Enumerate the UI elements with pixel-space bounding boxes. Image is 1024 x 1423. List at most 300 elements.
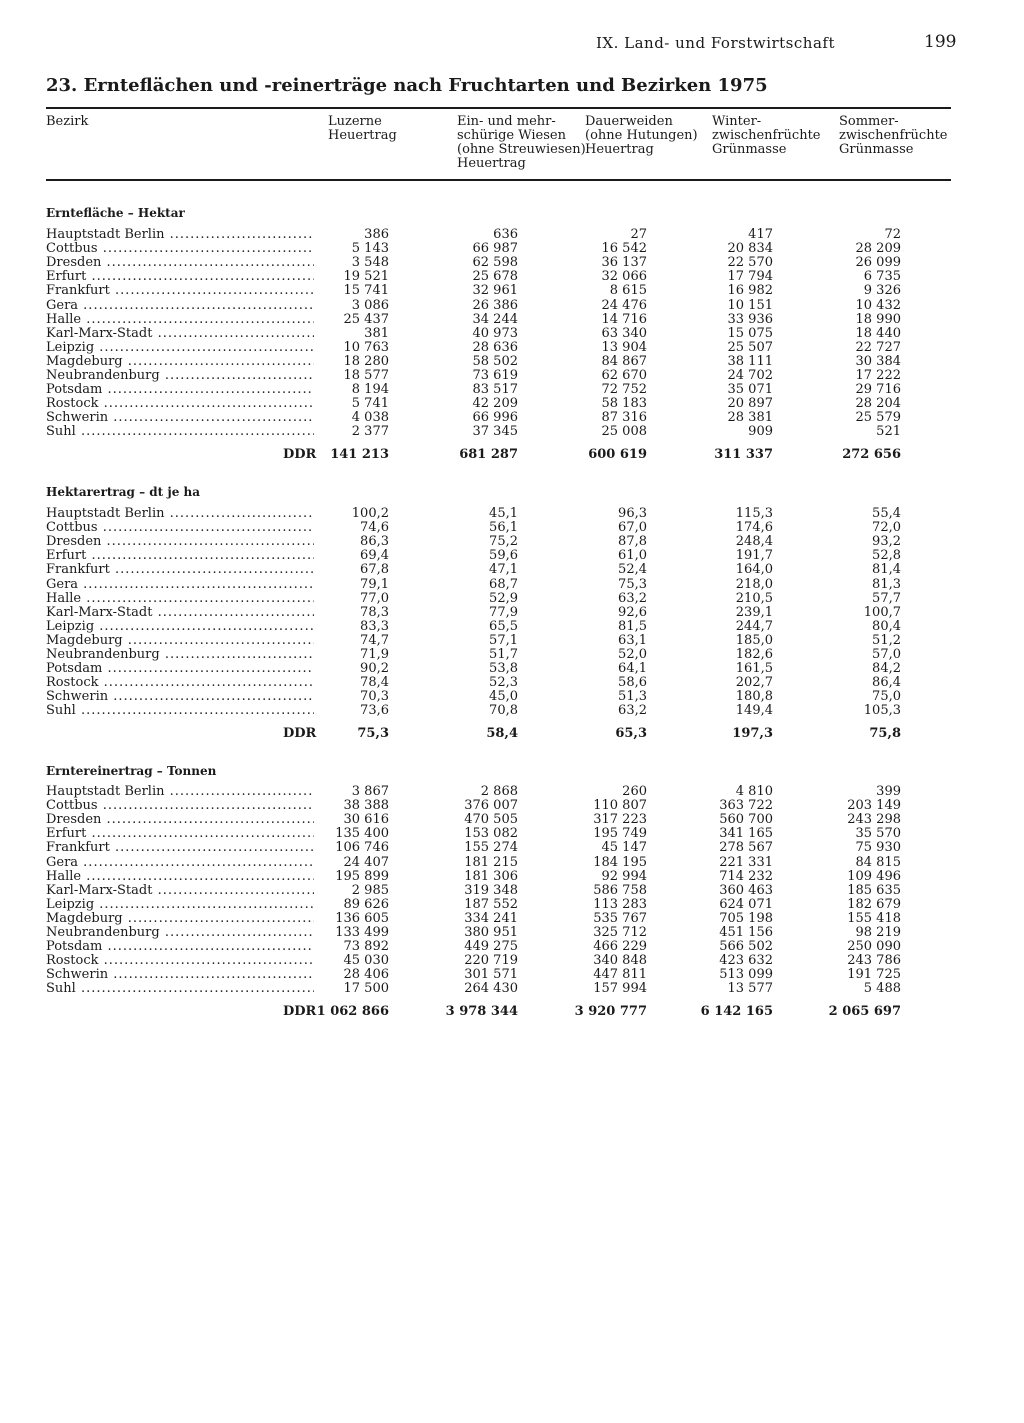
col-header-line: schürige Wiesen [457,128,566,143]
cell-value: 52,8 [872,548,901,564]
cell-value: 62 598 [472,255,518,271]
cell-value: 40 973 [472,325,518,341]
cell-value: 57,0 [872,647,901,662]
bezirk-name: Magdeburg ..... [46,355,314,369]
cell-value: 341 165 [719,826,773,842]
cell-value: 325 712 [593,925,647,940]
bezirk-name: Potsdam ..... [46,383,314,397]
table-row [46,299,951,313]
table-row [46,270,951,284]
cell-value: 78,4 [360,675,389,691]
cell-value: 71,9 [360,647,389,662]
table-row [46,535,951,549]
table-row [46,411,951,425]
table-row [46,884,951,898]
cell-value: 20 897 [727,396,773,412]
table-row [46,676,951,690]
table-row [46,926,951,940]
section-title: Erntereinertrag – Tonnen [46,764,217,778]
table-row [46,549,951,563]
cell-value: 28 381 [727,410,773,426]
total-value: 600 619 [588,447,647,462]
cell-value: 24 476 [601,297,647,313]
cell-value: 180,8 [735,689,773,705]
cell-value: 566 502 [719,939,773,955]
cell-value: 90,2 [360,661,389,677]
cell-value: 451 156 [719,925,773,940]
cell-value: 239,1 [735,604,773,620]
cell-value: 17 222 [855,368,901,383]
cell-value: 92,6 [618,604,647,620]
cell-value: 248,4 [735,534,773,550]
table-row [46,563,951,577]
cell-value: 243 786 [847,953,901,969]
cell-value: 59,6 [489,548,518,564]
col-header-line: Grünmasse [712,142,787,157]
col-header-line: zwischenfrüchte [839,128,948,143]
cell-value: 26 386 [472,297,518,313]
bezirk-name: Suhl ..... [46,704,314,718]
cell-value: 47,1 [489,562,518,578]
cell-value: 52,3 [489,675,518,691]
table-row [46,606,951,620]
cell-value: 105,3 [863,703,901,719]
bezirk-name: Schwerin ..... [46,968,314,982]
cell-value: 113 283 [593,896,647,912]
total-value: 681 287 [459,447,518,462]
cell-value: 187 552 [464,896,518,912]
table-row [46,369,951,383]
cell-value: 68,7 [489,576,518,592]
cell-value: 87,8 [618,534,647,550]
cell-value: 28 209 [855,241,901,257]
cell-value: 470 505 [464,812,518,828]
total-label: DDR [283,726,317,741]
cell-value: 624 071 [719,896,773,912]
bezirk-name: Neubrandenburg ..... [46,369,314,383]
cell-value: 74,6 [360,520,389,536]
total-value: 65,3 [615,726,647,741]
col-header-line: Luzerne [328,114,382,129]
cell-value: 67,8 [360,562,389,578]
bezirk-name: Hauptstadt Berlin ..... [46,507,314,521]
cell-value: 84,2 [872,661,901,677]
bezirk-name: Gera ..... [46,856,314,870]
total-value: 2 065 697 [828,1004,901,1019]
cell-value: 18 280 [343,353,389,369]
cell-value: 319 348 [464,882,518,898]
cell-value: 218,0 [735,576,773,592]
table-row [46,898,951,912]
cell-value: 84 867 [601,353,647,369]
total-row [46,727,951,741]
col-header-line: zwischenfrüchte [712,128,821,143]
cell-value: 110 807 [593,798,647,814]
cell-value: 17 500 [343,981,389,997]
cell-value: 100,2 [351,506,389,521]
total-label: DDR [283,1004,317,1019]
cell-value: 5 143 [351,241,389,257]
cell-value: 115,3 [735,506,773,521]
cell-value: 79,1 [360,576,389,592]
bezirk-name: Magdeburg ..... [46,912,314,926]
cell-value: 4 038 [351,410,389,426]
cell-value: 449 275 [464,939,518,955]
cell-value: 81,3 [872,576,901,592]
cell-value: 191 725 [847,967,901,983]
cell-value: 360 463 [719,882,773,898]
cell-value: 66 996 [472,410,518,426]
cell-value: 77,9 [489,604,518,620]
bezirk-name: Leipzig ..... [46,620,314,634]
cell-value: 19 521 [343,269,389,285]
cell-value: 42 209 [472,396,518,412]
cell-value: 399 [876,784,901,799]
cell-value: 155 274 [464,840,518,856]
cell-value: 22 727 [855,339,901,355]
cell-value: 244,7 [735,618,773,634]
cell-value: 714 232 [719,868,773,884]
cell-value: 133 499 [335,925,389,940]
section-title: Hektarertrag – dt je ha [46,485,201,499]
cell-value: 16 982 [727,283,773,299]
col-header-line: Dauerweiden [585,114,673,129]
cell-value: 185,0 [735,632,773,648]
table-row [46,383,951,397]
cell-value: 52,0 [618,647,647,662]
cell-value: 64,1 [618,661,647,677]
bezirk-name: Dresden ..... [46,813,314,827]
cell-value: 560 700 [719,812,773,828]
cell-value: 72,0 [872,520,901,536]
cell-value: 8 194 [351,382,389,398]
cell-value: 52,9 [489,590,518,606]
table-row [46,856,951,870]
cell-value: 74,7 [360,632,389,648]
cell-value: 35 570 [855,826,901,842]
cell-value: 57,1 [489,632,518,648]
col-header-bezirk [46,115,88,129]
cell-value: 37 345 [472,424,518,440]
cell-value: 45 030 [343,953,389,969]
cell-value: 203 149 [847,798,901,814]
col-header-line: (ohne Streuwiesen) [457,142,586,157]
cell-value: 164,0 [735,562,773,578]
bezirk-name: Karl-Marx-Stadt ..... [46,606,314,620]
bezirk-name: Neubrandenburg ..... [46,648,314,662]
table-row [46,242,951,256]
total-row [46,1005,951,1019]
section-title: Erntefläche – Hektar [46,206,185,220]
table-row [46,912,951,926]
cell-value: 535 767 [593,910,647,926]
cell-value: 4 810 [735,784,773,799]
table-row [46,704,951,718]
cell-value: 83 517 [472,382,518,398]
total-value: 311 337 [714,447,773,462]
table-row [46,799,951,813]
cell-value: 84 815 [855,854,901,870]
cell-value: 86,4 [872,675,901,691]
cell-value: 3 086 [351,297,389,313]
cell-value: 376 007 [464,798,518,814]
bezirk-name: Leipzig ..... [46,898,314,912]
cell-value: 70,3 [360,689,389,705]
cell-value: 58 183 [601,396,647,412]
cell-value: 63,2 [618,590,647,606]
chapter-title: IX. Land- und Forstwirtschaft [596,34,835,52]
cell-value: 18 990 [855,311,901,327]
cell-value: 80,4 [872,618,901,634]
cell-value: 191,7 [735,548,773,564]
cell-value: 63,1 [618,632,647,648]
cell-value: 25 678 [472,269,518,285]
cell-value: 195 749 [593,826,647,842]
bezirk-name: Schwerin ..... [46,690,314,704]
cell-value: 92 994 [601,868,647,884]
cell-value: 83,3 [360,618,389,634]
col-header-line: Heuertrag [457,156,526,171]
total-value: 75,3 [357,726,389,741]
table-row [46,256,951,270]
col-header-winter [712,115,821,157]
cell-value: 32 066 [601,269,647,285]
cell-value: 51,3 [618,689,647,705]
cell-value: 72 752 [601,382,647,398]
cell-value: 340 848 [593,953,647,969]
cell-value: 10 151 [727,297,773,313]
cell-value: 513 099 [719,967,773,983]
cell-value: 55,4 [872,506,901,521]
table-row [46,228,951,242]
total-value: 58,4 [486,726,518,741]
table-row [46,620,951,634]
page-number: 199 [924,32,957,52]
bezirk-name: Halle ..... [46,870,314,884]
bezirk-name: Suhl ..... [46,982,314,996]
total-row [46,448,951,462]
cell-value: 909 [748,424,773,440]
bezirk-name: Magdeburg ..... [46,634,314,648]
cell-value: 32 961 [472,283,518,299]
col-header-line: Sommer- [839,114,899,129]
cell-value: 96,3 [618,506,647,521]
cell-value: 8 615 [609,283,647,299]
cell-value: 87 316 [601,410,647,426]
cell-value: 51,2 [872,632,901,648]
cell-value: 38 388 [343,798,389,814]
bezirk-name: Dresden ..... [46,256,314,270]
cell-value: 45,0 [489,689,518,705]
table-row [46,841,951,855]
table-top-rule [46,107,951,109]
bezirk-name: Potsdam ..... [46,940,314,954]
cell-value: 24 702 [727,368,773,383]
cell-value: 5 488 [863,981,901,997]
cell-value: 149,4 [735,703,773,719]
cell-value: 45 147 [601,840,647,856]
bezirk-name: Cottbus ..... [46,799,314,813]
bezirk-name: Leipzig ..... [46,341,314,355]
cell-value: 36 137 [601,255,647,271]
cell-value: 181 306 [464,868,518,884]
cell-value: 260 [622,784,647,799]
cell-value: 77,0 [360,590,389,606]
cell-value: 57,7 [872,590,901,606]
cell-value: 72 [884,227,901,242]
cell-value: 65,5 [489,618,518,634]
cell-value: 58,6 [618,675,647,691]
bezirk-name: Cottbus ..... [46,521,314,535]
table-row [46,313,951,327]
cell-value: 14 716 [601,311,647,327]
total-label: DDR [283,447,317,462]
cell-value: 28 636 [472,339,518,355]
cell-value: 63,2 [618,703,647,719]
cell-value: 75,0 [872,689,901,705]
cell-value: 86,3 [360,534,389,550]
cell-value: 15 741 [343,283,389,299]
cell-value: 78,3 [360,604,389,620]
cell-value: 202,7 [735,675,773,691]
cell-value: 15 075 [727,325,773,341]
table-row [46,940,951,954]
cell-value: 3 548 [351,255,389,271]
col-header-line: Winter- [712,114,762,129]
cell-value: 81,5 [618,618,647,634]
total-value: 141 213 [330,447,389,462]
cell-value: 28 406 [343,967,389,983]
cell-value: 250 090 [847,939,901,955]
table-row [46,578,951,592]
bezirk-name: Rostock ..... [46,676,314,690]
cell-value: 157 994 [593,981,647,997]
cell-value: 61,0 [618,548,647,564]
col-header-line: Grünmasse [839,142,914,157]
cell-value: 100,7 [863,604,901,620]
cell-value: 363 722 [719,798,773,814]
table-row [46,327,951,341]
table-row [46,968,951,982]
table-row [46,355,951,369]
cell-value: 18 440 [855,325,901,341]
table-row [46,284,951,298]
cell-value: 334 241 [464,910,518,926]
bezirk-name: Neubrandenburg ..... [46,926,314,940]
cell-value: 423 632 [719,953,773,969]
cell-value: 521 [876,424,901,440]
cell-value: 705 198 [719,910,773,926]
bezirk-name: Rostock ..... [46,397,314,411]
table-row [46,954,951,968]
cell-value: 109 496 [847,868,901,884]
cell-value: 35 071 [727,382,773,398]
cell-value: 182,6 [735,647,773,662]
total-value: 1 062 866 [316,1004,389,1019]
cell-value: 45,1 [489,506,518,521]
cell-value: 185 635 [847,882,901,898]
cell-value: 29 716 [855,382,901,398]
col-header-line: (ohne Hutungen) [585,128,698,143]
cell-value: 89 626 [343,896,389,912]
cell-value: 317 223 [593,812,647,828]
cell-value: 25 507 [727,339,773,355]
cell-value: 2 985 [351,882,389,898]
cell-value: 195 899 [335,868,389,884]
table-row [46,827,951,841]
bezirk-name: Erfurt ..... [46,827,314,841]
bezirk-name: Gera ..... [46,578,314,592]
total-value: 3 920 777 [574,1004,647,1019]
table-title: 23. Ernteflächen und -reinerträge nach Fruchtarten und Bezirken 1975 [46,75,768,96]
cell-value: 34 244 [472,311,518,327]
cell-value: 17 794 [727,269,773,285]
cell-value: 69,4 [360,548,389,564]
table-row [46,425,951,439]
col-header-wiesen [457,115,586,171]
bezirk-name: Schwerin ..... [46,411,314,425]
cell-value: 220 719 [464,953,518,969]
cell-value: 73 892 [343,939,389,955]
cell-value: 16 542 [601,241,647,257]
cell-value: 28 204 [855,396,901,412]
bezirk-name: Halle ..... [46,313,314,327]
cell-value: 221 331 [719,854,773,870]
cell-value: 264 430 [464,981,518,997]
col-header-luzerne [328,115,397,143]
cell-value: 25 008 [601,424,647,440]
cell-value: 106 746 [335,840,389,856]
cell-value: 136 605 [335,910,389,926]
bezirk-name: Hauptstadt Berlin ..... [46,785,314,799]
col-header-dauerweiden [585,115,698,157]
cell-value: 13 904 [601,339,647,355]
table-row [46,648,951,662]
cell-value: 62 670 [601,368,647,383]
table-row [46,870,951,884]
table-row [46,397,951,411]
col-header-line: Ein- und mehr- [457,114,556,129]
bezirk-name: Erfurt ..... [46,549,314,563]
cell-value: 3 867 [351,784,389,799]
bezirk-name: Erfurt ..... [46,270,314,284]
cell-value: 636 [493,227,518,242]
col-header-line: Heuertrag [328,128,397,143]
header-bottom-rule [46,179,951,181]
cell-value: 52,4 [618,562,647,578]
cell-value: 2 377 [351,424,389,440]
cell-value: 278 567 [719,840,773,856]
table-row [46,785,951,799]
cell-value: 56,1 [489,520,518,536]
table-row [46,813,951,827]
total-value: 6 142 165 [700,1004,773,1019]
cell-value: 447 811 [593,967,647,983]
cell-value: 30 384 [855,353,901,369]
cell-value: 18 577 [343,368,389,383]
cell-value: 153 082 [464,826,518,842]
cell-value: 301 571 [464,967,518,983]
cell-value: 53,8 [489,661,518,677]
cell-value: 586 758 [593,882,647,898]
cell-value: 70,8 [489,703,518,719]
cell-value: 161,5 [735,661,773,677]
total-value: 197,3 [732,726,773,741]
cell-value: 33 936 [727,311,773,327]
cell-value: 10 763 [343,339,389,355]
cell-value: 181 215 [464,854,518,870]
table-row [46,521,951,535]
